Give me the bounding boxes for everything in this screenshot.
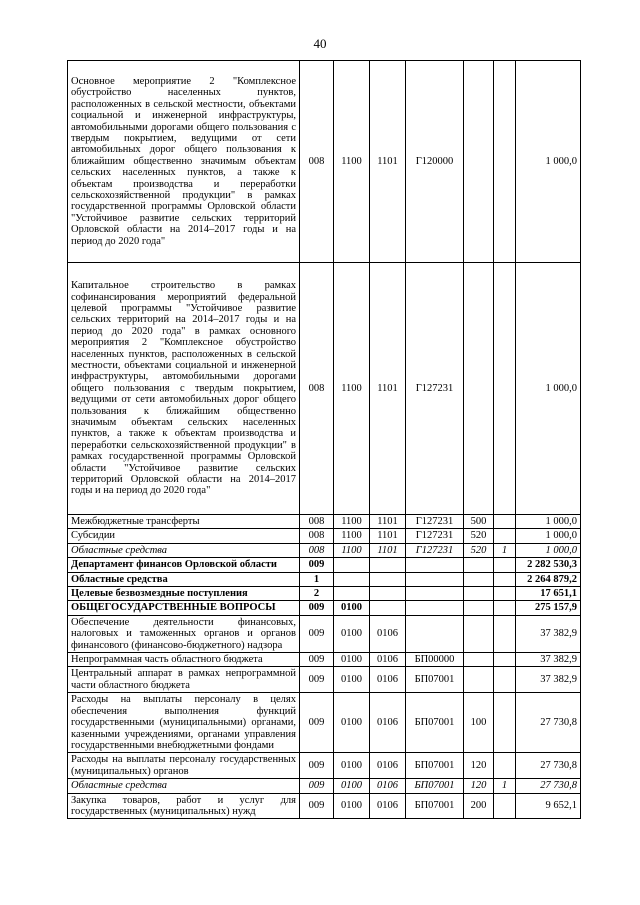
table-row <box>68 572 581 586</box>
row-rz-cell: 0100 <box>334 615 370 652</box>
row-rz-cell: 0100 <box>334 653 370 667</box>
row-vr-cell <box>464 263 494 515</box>
row-vr-cell <box>464 572 494 586</box>
row-rz-cell: 0100 <box>334 693 370 753</box>
page-number: 40 <box>313 36 327 51</box>
table-row <box>68 263 581 515</box>
row-csr-cell <box>406 615 464 652</box>
row-vr-cell <box>464 558 494 572</box>
row-name-cell: Областные средства <box>68 572 300 586</box>
row-pr-cell: 0106 <box>370 667 406 693</box>
row-csr-cell: Г127231 <box>406 263 464 515</box>
row-pr-cell <box>370 601 406 615</box>
table-row <box>68 587 581 601</box>
row-rz-cell <box>334 587 370 601</box>
row-name-cell: Расходы на выплаты персоналу в целях обеспечения выполнения функций государственными (муниципальными) органами, казенными учреждениями, органами управления государственными внебюджетными фондами <box>68 693 300 753</box>
row-src-cell <box>494 263 516 515</box>
row-rz-cell: 1100 <box>334 515 370 529</box>
row-csr-cell: БП07001 <box>406 793 464 819</box>
row-pr-cell: 0106 <box>370 615 406 652</box>
row-ved-cell: 1 <box>300 572 334 586</box>
row-name-cell: Центральный аппарат в рамках непрограммной части областного бюджета <box>68 667 300 693</box>
row-sum-cell: 27 730,8 <box>516 693 581 753</box>
row-name-cell: Обеспечение деятельности финансовых, налоговых и таможенных органов и органов финансового (финансово-бюджетного) надзора <box>68 615 300 652</box>
row-rz-cell: 0100 <box>334 753 370 779</box>
table-row <box>68 615 581 652</box>
row-vr-cell <box>464 601 494 615</box>
table-row <box>68 601 581 615</box>
row-csr-cell: БП07001 <box>406 779 464 793</box>
row-ved-cell: 009 <box>300 653 334 667</box>
row-csr-cell <box>406 572 464 586</box>
row-ved-cell: 008 <box>300 515 334 529</box>
row-rz-cell: 1100 <box>334 263 370 515</box>
table-row <box>68 667 581 693</box>
row-src-cell: 1 <box>494 543 516 557</box>
table-row <box>68 515 581 529</box>
row-name-cell: Департамент финансов Орловской области <box>68 558 300 572</box>
row-src-cell <box>494 653 516 667</box>
table-row <box>68 529 581 543</box>
table-row <box>68 779 581 793</box>
row-name-cell: ОБЩЕГОСУДАРСТВЕННЫЕ ВОПРОСЫ <box>68 601 300 615</box>
row-csr-cell: БП00000 <box>406 653 464 667</box>
row-sum-cell: 37 382,9 <box>516 653 581 667</box>
row-sum-cell: 2 264 879,2 <box>516 572 581 586</box>
row-src-cell <box>494 515 516 529</box>
row-sum-cell: 17 651,1 <box>516 587 581 601</box>
row-vr-cell: 120 <box>464 753 494 779</box>
row-rz-cell: 0100 <box>334 779 370 793</box>
row-src-cell <box>494 693 516 753</box>
row-name-cell: Областные средства <box>68 779 300 793</box>
row-ved-cell: 009 <box>300 667 334 693</box>
row-csr-cell: БП07001 <box>406 667 464 693</box>
row-src-cell <box>494 667 516 693</box>
row-pr-cell: 0106 <box>370 693 406 753</box>
row-pr-cell: 1101 <box>370 543 406 557</box>
row-src-cell <box>494 587 516 601</box>
row-src-cell <box>494 615 516 652</box>
row-sum-cell: 27 730,8 <box>516 753 581 779</box>
row-csr-cell <box>406 601 464 615</box>
row-sum-cell: 275 157,9 <box>516 601 581 615</box>
row-pr-cell <box>370 572 406 586</box>
table-row <box>68 693 581 753</box>
row-vr-cell: 520 <box>464 529 494 543</box>
row-sum-cell: 1 000,0 <box>516 529 581 543</box>
table-row <box>68 653 581 667</box>
row-pr-cell <box>370 587 406 601</box>
table-row <box>68 543 581 557</box>
row-vr-cell: 500 <box>464 515 494 529</box>
row-vr-cell <box>464 667 494 693</box>
row-sum-cell: 1 000,0 <box>516 515 581 529</box>
row-name-cell: Расходы на выплаты персоналу государственных (муниципальных) органов <box>68 753 300 779</box>
row-vr-cell: 120 <box>464 779 494 793</box>
row-ved-cell: 009 <box>300 693 334 753</box>
row-pr-cell: 0106 <box>370 793 406 819</box>
row-rz-cell <box>334 572 370 586</box>
table-row <box>68 61 581 263</box>
row-csr-cell: БП07001 <box>406 693 464 753</box>
row-name-cell: Межбюджетные трансферты <box>68 515 300 529</box>
row-csr-cell: Г127231 <box>406 515 464 529</box>
row-src-cell: 1 <box>494 779 516 793</box>
row-csr-cell: Г127231 <box>406 529 464 543</box>
row-pr-cell: 1101 <box>370 529 406 543</box>
table-row <box>68 753 581 779</box>
row-rz-cell: 1100 <box>334 529 370 543</box>
row-csr-cell: БП07001 <box>406 753 464 779</box>
row-rz-cell: 1100 <box>334 543 370 557</box>
row-csr-cell: Г127231 <box>406 543 464 557</box>
row-sum-cell: 37 382,9 <box>516 615 581 652</box>
budget-table <box>67 60 581 819</box>
row-ved-cell: 009 <box>300 753 334 779</box>
row-vr-cell: 520 <box>464 543 494 557</box>
row-ved-cell: 009 <box>300 793 334 819</box>
row-rz-cell: 0100 <box>334 601 370 615</box>
table-row <box>68 793 581 819</box>
row-vr-cell: 200 <box>464 793 494 819</box>
row-pr-cell <box>370 558 406 572</box>
row-csr-cell: Г120000 <box>406 61 464 263</box>
table-row <box>68 558 581 572</box>
row-name-cell: Областные средства <box>68 543 300 557</box>
row-pr-cell: 0106 <box>370 653 406 667</box>
row-pr-cell: 1101 <box>370 61 406 263</box>
row-csr-cell <box>406 558 464 572</box>
row-name-cell: Субсидии <box>68 529 300 543</box>
row-ved-cell: 009 <box>300 779 334 793</box>
row-ved-cell: 2 <box>300 587 334 601</box>
row-sum-cell: 1 000,0 <box>516 263 581 515</box>
row-sum-cell: 1 000,0 <box>516 61 581 263</box>
row-src-cell <box>494 753 516 779</box>
row-name-cell: Целевые безвозмездные поступления <box>68 587 300 601</box>
row-csr-cell <box>406 587 464 601</box>
row-name-cell: Основное мероприятие 2 "Комплексное обустройство населенных пунктов, расположенных в сельской местности, объектами социальной и инженерной инфраструктуры, автомобильными дорогами общего пользования с твердым покрытием, ведущими от сети автомобильных дорог общего пользования к ближайшим общественно значимым объектам сельских населенных пунктов, а также к объектам производства и переработки сельскохозяйственной продукции" в рамках государственной программы Орловской области "Устойчивое развитие сельских территорий Орловской области на 2014–2017 годы и на период до 2020 года" <box>68 61 300 263</box>
row-pr-cell: 1101 <box>370 515 406 529</box>
row-rz-cell: 0100 <box>334 793 370 819</box>
row-vr-cell: 100 <box>464 693 494 753</box>
row-src-cell <box>494 572 516 586</box>
row-vr-cell <box>464 615 494 652</box>
row-src-cell <box>494 61 516 263</box>
row-src-cell <box>494 601 516 615</box>
row-sum-cell: 1 000,0 <box>516 543 581 557</box>
row-ved-cell: 009 <box>300 615 334 652</box>
row-pr-cell: 0106 <box>370 753 406 779</box>
row-sum-cell: 9 652,1 <box>516 793 581 819</box>
row-ved-cell: 008 <box>300 529 334 543</box>
row-rz-cell: 0100 <box>334 667 370 693</box>
row-name-cell: Закупка товаров, работ и услуг для государственных (муниципальных) нужд <box>68 793 300 819</box>
row-name-cell: Непрограммная часть областного бюджета <box>68 653 300 667</box>
row-ved-cell: 008 <box>300 263 334 515</box>
row-ved-cell: 009 <box>300 558 334 572</box>
row-sum-cell: 27 730,8 <box>516 779 581 793</box>
row-vr-cell <box>464 653 494 667</box>
row-ved-cell: 008 <box>300 61 334 263</box>
row-name-cell: Капитальное строительство в рамках софинансирования мероприятий федеральной целевой программы "Устойчивое развитие сельских территорий на 2014–2017 годы и на период до 2020 года" в рамках основного мероприятия 2 "Комплексное обустройство населенных пунктов, расположенных в сельской местности, объектами социальной и инженерной инфраструктуры, автомобильными дорогами общего пользования с твердым покрытием, ведущими от сети автомобильных дорог общего пользования к ближайшим общественно значимым объектам сельских населенных пунктов, а также к объектам производства и переработки сельскохозяйственной продукции" в рамках государственной программы Орловской области "Устойчивое развитие сельских территорий Орловской области на 2014–2017 годы и на период до 2020 года" <box>68 263 300 515</box>
row-src-cell <box>494 529 516 543</box>
row-src-cell <box>494 558 516 572</box>
row-rz-cell: 1100 <box>334 61 370 263</box>
row-ved-cell: 008 <box>300 543 334 557</box>
row-src-cell <box>494 793 516 819</box>
row-vr-cell <box>464 61 494 263</box>
row-sum-cell: 2 282 530,3 <box>516 558 581 572</box>
row-pr-cell: 0106 <box>370 779 406 793</box>
row-vr-cell <box>464 587 494 601</box>
row-sum-cell: 37 382,9 <box>516 667 581 693</box>
row-rz-cell <box>334 558 370 572</box>
row-ved-cell: 009 <box>300 601 334 615</box>
row-pr-cell: 1101 <box>370 263 406 515</box>
